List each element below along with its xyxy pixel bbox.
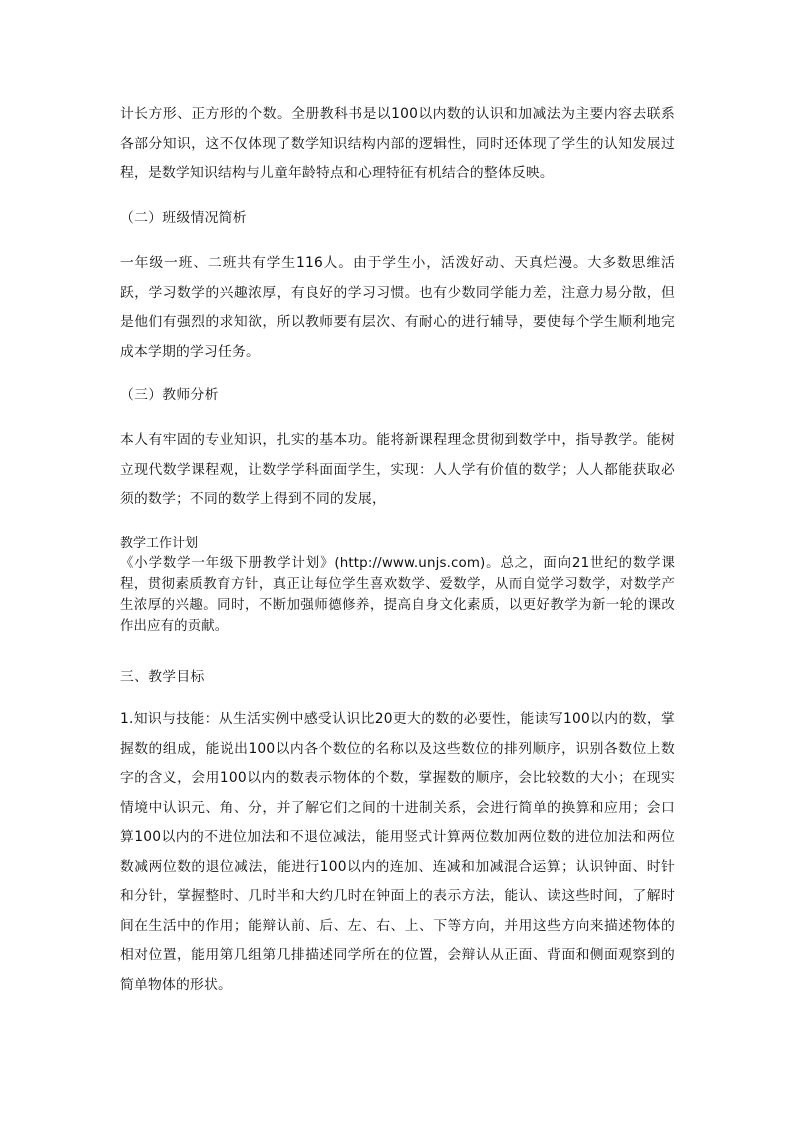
- insert-title: 教学工作计划: [120, 536, 199, 551]
- insert-body: 《小学数学一年级下册教学计划》(http://www.unjs.com)。总之，面向21世纪的数学课程，贯彻素质教育方针，真正让每位学生喜欢数学、爱数学，从而自觉学习数学，对数学产生浓厚的兴趣。同时，不断加强师德修养，提高自身文化素质，以更好教学为新一轮的课改作出应有的贡献。: [120, 556, 675, 634]
- goals-body: 1.知识与技能：从生活实例中感受认识比20更大的数的必要性，能读写100以内的数，掌握数的组成，能说出100以内各个数位的名称以及这些数位的排列顺序，识别各数位上数字的含义，会用100以内的数表示物体的个数，掌握数的顺序，会比较数的大小；在现实情境中认识元、角、分，并了解它们之间的十进制关系，会进行简单的换算和应用；会口算100以内的不进位加法和不退位减法，能用竖式计算两位数加两位数的进位加法和两位数减两位数的退位减法，能进行100以内的连加、连减和加减混合运算；认识钟面、时针和分针，掌握整时、几时半和大约几时在钟面上的表示方法，能认、读这些时间，了解时间在生活中的作用；能辩认前、后、左、右、上、下等方向，并用这些方向来描述物体的相对位置，能用第几组第几排描述同学所在的位置，会辩认从正面、背面和侧面观察到的简单物体的形状。: [120, 711, 675, 993]
- section-teacher-body: 本人有牢固的专业知识，扎实的基本功。能将新课程理念贯彻到数学中，指导教学。能树立现代数学课程观，让数学学科面面学生，实现：人人学有价值的数学；人人都能获取必须的数学；不同的数学上得到不同的发展，: [120, 432, 675, 507]
- section-goals-heading: 三、教学目标: [120, 669, 205, 685]
- section-teacher-heading: （三）教师分析: [120, 387, 219, 403]
- section-class-heading: （二）班级情况简析: [120, 210, 247, 226]
- intro-paragraph: 计长方形、正方形的个数。全册教科书是以100以内数的认识和加减法为主要内容去联系各部分知识，这不仅体现了数学知识结构内部的逻辑性，同时还体现了学生的认知发展过程，是数学知识结构与儿童年龄特点和心理特征有机结合的整体反映。: [120, 106, 675, 181]
- section-class-body: 一年级一班、二班共有学生116人。由于学生小，活泼好动、天真烂漫。大多数思维活跃，学习数学的兴趣浓厚，有良好的学习习惯。也有少数同学能力差，注意力易分散，但是他们有强烈的求知欲，所以教师要有层次、有耐心的进行辅导，要使每个学生顺利地完成本学期的学习任务。: [120, 255, 675, 360]
